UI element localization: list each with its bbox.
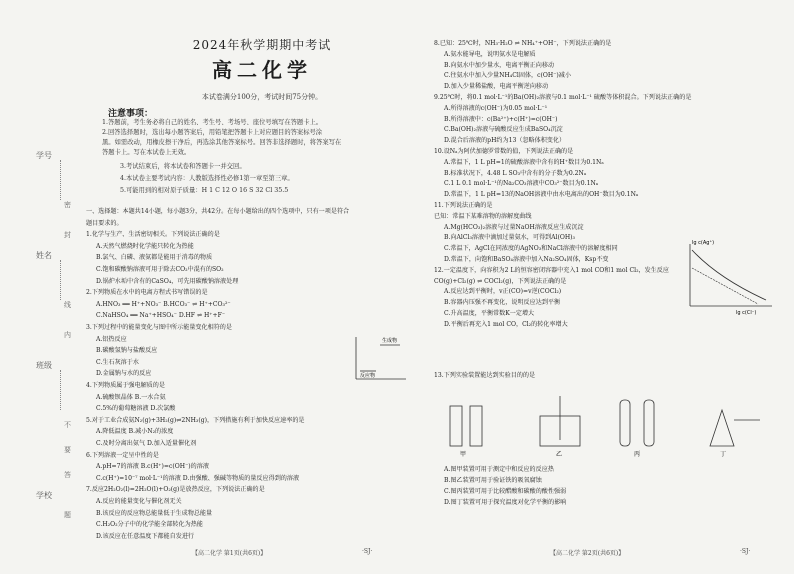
seal-word: 答: [64, 471, 71, 479]
question-line: D.平衡后再充入1 mol CO，Cl₂的转化率增大: [444, 320, 568, 328]
seal-word: 封: [64, 231, 71, 239]
question-line: 9.25℃时，将0.1 mol·L⁻¹的Ba(OH)₂溶液与0.1 mol·L⁻¹ 硫酸等体积混合。下列说法正确的是: [434, 94, 692, 101]
question-line: C.往氨水中加入少量NH₄Cl固体，c(OH⁻)减小: [444, 72, 571, 80]
question-line: 6.下列溶液一定呈中性的是: [86, 451, 159, 459]
question-line: C.Ba(OH)₂溶液与硫酸反应生成BaSO₄沉淀: [444, 126, 563, 134]
question-line: C.1 L 0.1 mol·L⁻¹的Na₂CO₃溶液中CO₃²⁻数目为0.1Nₐ: [444, 180, 599, 188]
question-line: 题目要求的。: [86, 219, 123, 227]
question-line: 11.下列说法正确的是: [434, 202, 493, 209]
student-name-label: 姓名: [36, 251, 52, 260]
question-line: D.混合后溶液的pH约为13（忽略体积变化）: [444, 137, 566, 145]
seal-line: [60, 370, 61, 410]
notice-item: 4.本试卷主要考试内容：人教版选择性必修1第一章至第三章。: [120, 175, 294, 182]
binding-margin: [0, 0, 78, 574]
question-line: B.向AlCl₃溶液中滴加过量氨水，可得到Al(OH)₃: [444, 234, 575, 242]
apparatus-figures: [440, 390, 770, 460]
test-tube-icon: [470, 406, 482, 446]
question-line: 10.设Nₐ为阿伏加德罗常数的值，下列说法正确的是: [434, 148, 574, 155]
solubility-graph: [678, 238, 778, 318]
question-line: 4.下列物质属于强电解质的是: [86, 382, 165, 389]
notice-item: 黑。如需改动，用橡皮擦干净后，再选涂其他答案标号。回答非选择题时，将答案写在: [102, 139, 342, 146]
notice-heading: 注意事项：: [108, 109, 154, 119]
apparatus-label: 丁: [720, 451, 727, 458]
apparatus-label: 甲: [460, 451, 467, 458]
question-line: C.H₂O₂分子中的化学能全部转化为热能: [96, 521, 203, 529]
seal-word: 内: [64, 331, 71, 339]
question-line: 7.反应2H₂O₂(l)=2H₂O(l)+O₂(g)是放热反应，下列说法正确的是: [86, 486, 265, 494]
right-page: [430, 0, 792, 574]
question-line: B.碳酸氢钠与盐酸反应: [96, 347, 158, 355]
question-line: A.天然气燃烧时化学能只转化为热能: [96, 242, 194, 250]
energy-diagram: [350, 333, 410, 383]
question-line: C.及时分离出氨气 D.加入适量催化剂: [96, 440, 197, 447]
question-line: 已知：常温下某难溶物的溶解度曲线: [434, 212, 532, 220]
page-footer-left: 【高二化学 第1页(共6页)】: [192, 550, 267, 557]
seal-word: 要: [64, 446, 71, 454]
test-tube-icon: [450, 406, 462, 446]
question-line: 一、选择题：本题共14小题，每小题3分，共42分。在每小题给出的四个选项中，只有一项是符合: [86, 208, 350, 215]
graph-y-label: lg c(Ag⁺): [692, 240, 715, 246]
seal-word: 密: [64, 201, 71, 209]
question-line: B.氯气、白磷、液氨都是能用于消毒的物质: [96, 254, 213, 262]
question-line: 12.一定温度下，向容积为2 L的恒容密闭容器中充入1 mol CO和1 mol Cl₂，发生反应: [434, 266, 669, 274]
question-line: B.向氨水中加少量水，电离平衡正向移动: [444, 61, 555, 69]
notice-item: 3.考试结束后，将本试卷和答题卡一并交回。: [120, 163, 246, 170]
question-line: D.加入少量稀盐酸，电离平衡逆向移动: [444, 83, 549, 91]
question-line: B.标准状况下，4.48 L SO₃中含有的分子数为0.2Nₐ: [444, 169, 587, 177]
class-label: 班级: [36, 361, 52, 370]
question-line: A.所得溶液的c(OH⁻)为0.05 mol·L⁻¹: [444, 104, 548, 112]
notice-item: 1.答题前，考生务必将自己的姓名、考生号、考场号、座位号填写在答题卡上。: [102, 119, 323, 126]
question-line: D.常温下，向饱和BaSO₄溶液中加入Na₂SO₄固体，Ksp不变: [444, 256, 609, 263]
question-line: D.常温下，1 L pH=13的NaOH溶液中由水电离出的OH⁻数目为0.1Nₐ: [444, 191, 639, 199]
question-line: C.生石灰溶于水: [96, 358, 139, 366]
question-line: A.硫酸钡晶体 B.一水合氨: [96, 393, 166, 401]
question-line: 1.化学与生产、生活密切相关。下列说法正确的是: [86, 231, 220, 239]
seal-word: 不: [64, 421, 71, 429]
energy-product-label: 生成物: [382, 338, 398, 344]
test-tube-icon: [644, 400, 654, 446]
school-label: 学校: [36, 491, 52, 500]
graph-x-label: lg c(Cl⁻): [736, 310, 757, 316]
question-line: C.常温下，AgCl在同浓度的AgNO₃和NaCl溶液中的溶解度相同: [444, 245, 618, 253]
question-line: A.反应达到平衡时，v正(CO)=v逆(COCl₂): [444, 288, 562, 296]
notice-item: 5.可能用到的相对原子质量：H 1 C 12 O 16 S 32 Cl 35.5: [120, 187, 289, 194]
notice-item: 2.回答选择题时，选出每小题答案后，用铅笔把答题卡上对应题目的答案标号涂: [102, 129, 323, 136]
question-line: A.反应的能量变化与催化剂无关: [96, 498, 182, 505]
question-line: 13.下列实验装置能达到实验目的的是: [434, 372, 536, 379]
page-footer-right: 【高二化学 第2页(共6页)】: [550, 550, 625, 557]
question-line: A.常温下，1 L pH=1的硫酸溶液中含有的H⁺数目为0.1Nₐ: [444, 158, 604, 166]
student-id-label: 学号: [36, 151, 52, 160]
question-line: A.图甲装置可用于测定中和反应的反应热: [444, 466, 554, 473]
seal-line: [60, 260, 61, 300]
exam-title: 2024年秋学期期中考试: [192, 38, 332, 52]
question-line: 8.已知：25℃时，NH₃·H₂O ⇌ NH₄⁺+OH⁻，下列说法正确的是: [434, 40, 612, 47]
question-line: C.c(H⁺)=10⁻⁷ mol·L⁻¹的溶液 D.由强酸、强碱等物质的量反应得到的溶液: [96, 474, 300, 482]
question-line: C.饱和碳酸钠溶液可用于除去CO₂中混有的SO₂: [96, 266, 224, 273]
question-line: D.图丁装置可用于探究温度对化学平衡的影响: [444, 499, 567, 506]
page-code-right: ·SJ·: [740, 548, 751, 555]
question-line: B.所得溶液中：c(Ba²⁺)+c(H⁺)=c(OH⁻): [444, 115, 558, 123]
question-line: D.锅炉水垢中含有的CaSO₄，可先用碳酸钠溶液处理: [96, 277, 239, 285]
question-line: A.HNO₃ ══ H⁺+NO₃⁻ B.HCO₃⁻ ⇌ H⁺+CO₃²⁻: [96, 300, 231, 308]
seal-word: 题: [64, 511, 71, 519]
question-line: C.图丙装置可用于比较醋酸和碳酸的酸性强弱: [444, 488, 567, 495]
question-line: 5.对于工业合成氨N₂(g)+3H₂(g)⇌2NH₃(g)，下列措施有利于加快反应速率的是: [86, 416, 305, 424]
question-line: 3.下列过程中的能量变化与图中所示能量变化相符的是: [86, 324, 232, 331]
question-line: CO(g)+Cl₂(g) ⇌ COCl₂(g)，下列说法正确的是: [434, 277, 567, 285]
subject-title: 高二化学: [212, 58, 312, 82]
left-page: [82, 0, 420, 574]
solubility-curve: [692, 250, 766, 300]
seal-line: [60, 160, 61, 200]
question-line: C.NaHSO₄ ══ Na⁺+HSO₄⁻ D.HF ⇌ H⁺+F⁻: [96, 312, 226, 320]
apparatus-label: 乙: [556, 451, 563, 458]
question-line: D.该反应在任意温度下都能自发进行: [96, 532, 195, 540]
question-line: B.图乙装置可用于验证铁的吸氧腐蚀: [444, 477, 542, 484]
question-line: A.pH=7的溶液 B.c(H⁺)=c(OH⁻)的溶液: [96, 463, 209, 471]
question-line: A.氨水能导电，说明氨水是电解质: [444, 50, 536, 58]
solubility-curve-dashed: [692, 268, 758, 304]
notice-item: 答题卡上。写在本试卷上无效。: [102, 149, 191, 156]
apparatus-label: 丙: [634, 451, 641, 458]
question-line: A.Mg(HCO₃)₂溶液与过量NaOH溶液反应生成沉淀: [444, 223, 584, 231]
question-line: 2.下列物质在水中的电离方程式书写错误的是: [86, 289, 208, 297]
flask-icon: [710, 410, 734, 446]
seal-word: 线: [64, 301, 71, 309]
question-line: C.升高温度，平衡常数K一定增大: [444, 310, 535, 317]
score-info: 本试卷满分100分，考试时间75分钟。: [201, 93, 323, 101]
energy-reactant-label: 反应物: [360, 373, 376, 379]
question-line: A.降低温度 B.减小N₂的浓度: [96, 428, 174, 436]
question-line: B.容器内压强不再变化，说明反应达到平衡: [444, 299, 561, 307]
question-line: C.5%的葡萄糖溶液 D.次氯酸: [96, 405, 176, 413]
test-tube-icon: [620, 400, 630, 446]
page-code-left: ·SJ·: [362, 548, 373, 555]
question-line: B.该反应的反应物总能量低于生成物总能量: [96, 509, 213, 517]
question-line: A.铝热反应: [96, 335, 127, 343]
question-line: D.金属钠与水的反应: [96, 370, 152, 378]
